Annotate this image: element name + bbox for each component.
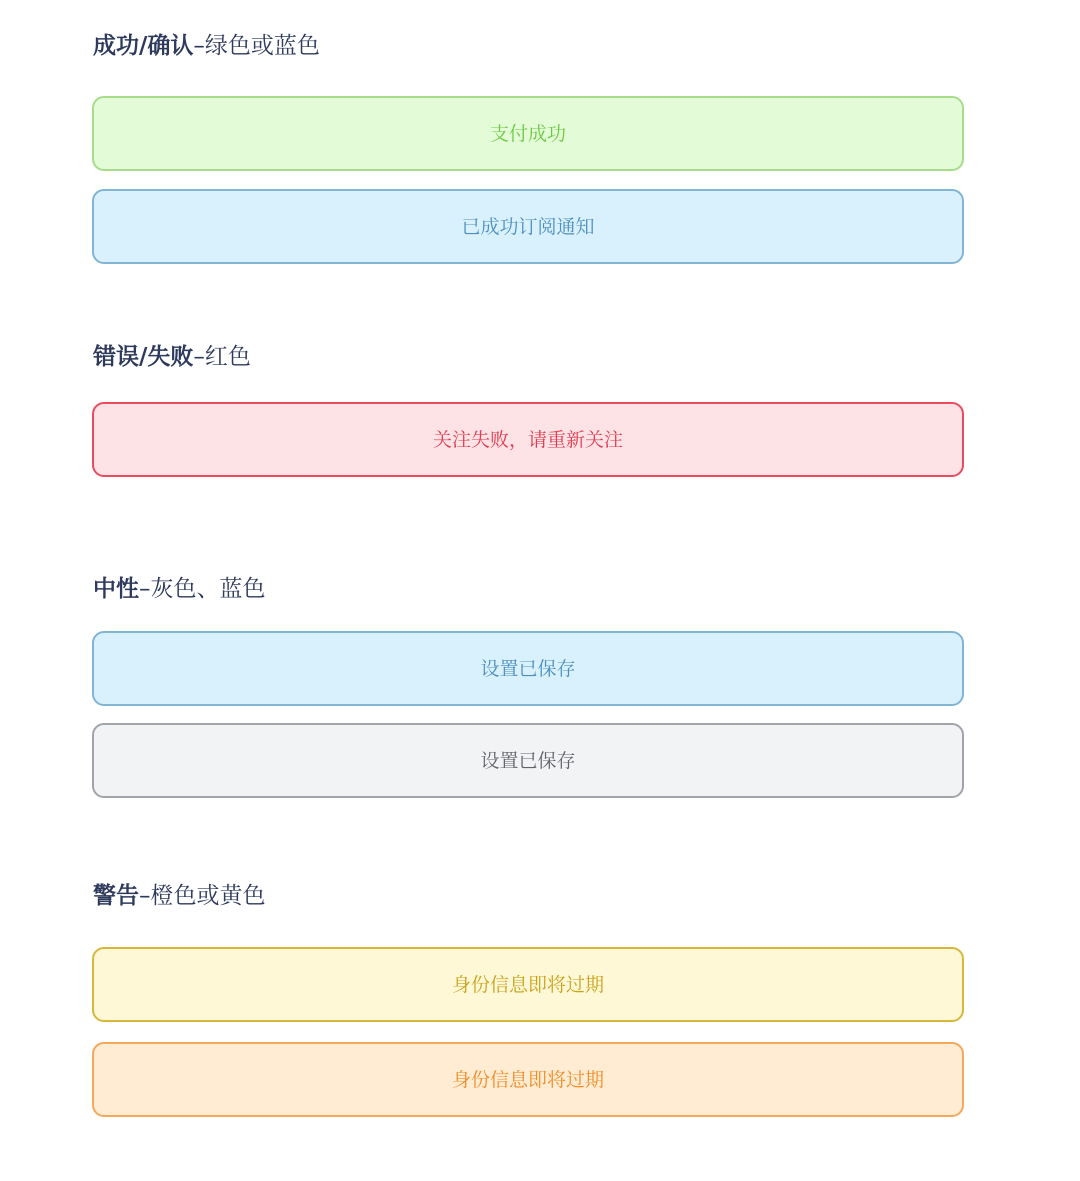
section-heading-strong: 错误/失败 bbox=[93, 344, 194, 370]
toast-neutral-blue bbox=[92, 631, 964, 706]
toast-message: 设置已保存 bbox=[480, 749, 576, 772]
section-heading-strong: 成功/确认 bbox=[93, 33, 194, 59]
toast-warning-yellow bbox=[92, 947, 964, 1022]
toast-message: 关注失败，请重新关注 bbox=[432, 428, 623, 451]
section-heading-neutral bbox=[93, 574, 266, 604]
toast-success-blue bbox=[92, 189, 964, 264]
section-heading-warning bbox=[93, 881, 266, 911]
section-heading-error bbox=[93, 342, 251, 372]
section-heading-strong: 警告 bbox=[93, 883, 139, 909]
toast-message: 支付成功 bbox=[489, 122, 566, 145]
section-heading-rest: –红色 bbox=[193, 344, 251, 370]
section-heading-success bbox=[93, 31, 320, 61]
section-heading-rest: –橙色或黄色 bbox=[139, 883, 266, 909]
toast-success-green bbox=[92, 96, 964, 171]
toast-neutral-gray bbox=[92, 723, 964, 798]
section-heading-rest: –灰色、蓝色 bbox=[139, 576, 266, 602]
toast-message: 已成功订阅通知 bbox=[461, 215, 595, 238]
section-heading-strong: 中性 bbox=[93, 576, 139, 602]
toast-error-red bbox=[92, 402, 964, 477]
toast-warning-orange bbox=[92, 1042, 964, 1117]
toast-message: 身份信息即将过期 bbox=[451, 973, 604, 996]
toast-message: 身份信息即将过期 bbox=[451, 1068, 604, 1091]
toast-message: 设置已保存 bbox=[480, 657, 576, 680]
section-heading-rest: –绿色或蓝色 bbox=[193, 33, 320, 59]
